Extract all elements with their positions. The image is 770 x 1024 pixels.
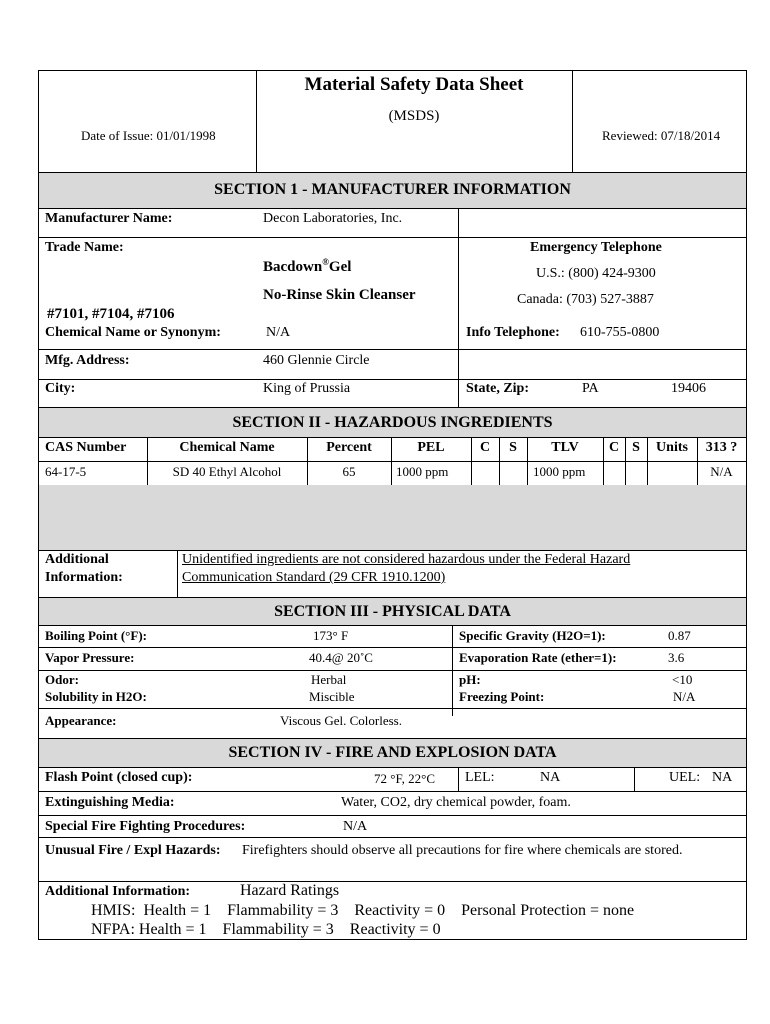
product-numbers: #7101, #7104, #7106 [47, 306, 175, 322]
divider [39, 237, 746, 238]
divider [39, 837, 746, 838]
divider [39, 172, 746, 173]
divider [39, 708, 746, 709]
fire-additional-info-label: Additional Information: [45, 884, 191, 899]
chemical-name-cell: SD 40 Ethyl Alcohol [172, 464, 282, 479]
divider [39, 550, 746, 551]
specific-gravity-label: Specific Gravity (H2O=1): [459, 628, 606, 643]
extinguishing-media-label: Extinguishing Media: [45, 795, 175, 810]
chemical-name-value: N/A [266, 325, 291, 340]
divider [39, 738, 746, 739]
divider [39, 407, 746, 408]
col-header-s1: S [509, 440, 517, 455]
col-header-s2: S [632, 440, 640, 455]
specific-gravity-value: 0.87 [668, 628, 691, 643]
divider [499, 437, 500, 485]
divider [39, 349, 746, 350]
city-label: City: [45, 381, 76, 396]
divider [39, 597, 746, 598]
additional-info-text-line1: Unidentified ingredients are not considered hazardous under the Federal Hazard [182, 552, 631, 567]
col-header-313: 313 ? [705, 440, 738, 455]
divider [458, 237, 459, 379]
state-zip-label: State, Zip: [466, 381, 529, 396]
vapor-pressure-label: Vapor Pressure: [45, 650, 135, 665]
odor-label: Odor: [45, 672, 79, 687]
pel-cell: 1000 ppm [396, 464, 449, 479]
empty-ingredients-area [39, 485, 746, 550]
appearance-label: Appearance: [45, 713, 117, 728]
col-header-chemical: Chemical Name [179, 440, 275, 455]
solubility-label: Solubility in H2O: [45, 689, 147, 704]
extinguishing-media-value: Water, CO2, dry chemical powder, foam. [341, 795, 571, 810]
col-header-percent: Percent [326, 440, 372, 455]
divider [39, 791, 746, 792]
info-telephone-value: 610-755-0800 [580, 325, 660, 340]
product-description: No-Rinse Skin Cleanser [263, 287, 416, 303]
uel-label: UEL: [669, 770, 701, 785]
hmis-ratings: HMIS: Health = 1 Flammability = 3 Reactivity = 0 Personal Protection = none [91, 902, 635, 919]
tlv-cell: 1000 ppm [533, 464, 586, 479]
lel-value: NA [540, 770, 561, 785]
evaporation-rate-value: 3.6 [668, 650, 685, 665]
additional-info-text-line2: Communication Standard (29 CFR 1910.1200) [182, 570, 446, 585]
product-name: Bacdown®Gel [263, 257, 352, 275]
trade-name-label: Trade Name: [45, 240, 124, 255]
col-header-cas: CAS Number [45, 440, 127, 455]
divider [307, 437, 308, 485]
hazard-ratings-heading: Hazard Ratings [240, 882, 340, 899]
city-value: King of Prussia [263, 381, 351, 396]
manufacturer-label: Manufacturer Name: [45, 211, 173, 226]
313-cell: N/A [710, 464, 733, 479]
flash-point-value: 72 °F, 22°C [374, 771, 436, 786]
emergency-telephone-label: Emergency Telephone [530, 240, 662, 255]
divider [625, 437, 626, 485]
manufacturer-value: Decon Laboratories, Inc. [263, 211, 403, 226]
divider [147, 437, 148, 485]
uel-value: NA [712, 770, 733, 785]
divider [39, 815, 746, 816]
section2-title: SECTION II - HAZARDOUS INGREDIENTS [232, 414, 553, 431]
divider [697, 437, 698, 485]
section3-title: SECTION III - PHYSICAL DATA [274, 603, 511, 620]
divider [603, 437, 604, 485]
col-header-c2: C [608, 440, 620, 455]
mfg-address-label: Mfg. Address: [45, 353, 130, 368]
solubility-value: Miscible [309, 689, 355, 704]
divider [39, 379, 746, 380]
divider [527, 437, 528, 485]
odor-value: Herbal [311, 672, 347, 687]
divider [39, 461, 746, 462]
divider [39, 670, 746, 671]
freezing-point-value: N/A [673, 689, 696, 704]
info-telephone-label: Info Telephone: [466, 325, 560, 340]
msds-sheet [38, 70, 747, 940]
ph-label: pH: [459, 672, 481, 687]
divider [39, 767, 746, 768]
unusual-hazards-value: Firefighters should observe all precautions for fire where chemicals are stored. [242, 843, 683, 858]
col-header-pel: PEL [417, 440, 445, 455]
document-title: Material Safety Data Sheet [304, 74, 524, 95]
special-procedures-label: Special Fire Fighting Procedures: [45, 819, 246, 834]
freezing-point-label: Freezing Point: [459, 689, 545, 704]
lel-label: LEL: [465, 770, 495, 785]
divider [39, 625, 746, 626]
col-header-tlv: TLV [551, 440, 579, 455]
divider [39, 881, 746, 882]
state-value: PA [582, 381, 599, 396]
chemical-name-label: Chemical Name or Synonym: [45, 325, 221, 340]
divider [458, 379, 459, 407]
divider [458, 767, 459, 791]
evaporation-rate-label: Evaporation Rate (ether=1): [459, 650, 617, 665]
divider [634, 767, 635, 791]
divider [39, 647, 746, 648]
col-header-units: Units [656, 440, 688, 455]
divider [647, 437, 648, 485]
unusual-hazards-label: Unusual Fire / Expl Hazards: [45, 843, 221, 858]
boiling-point-value: 173° F [313, 628, 349, 643]
document-subtitle: (MSDS) [388, 108, 440, 124]
nfpa-ratings: NFPA: Health = 1 Flammability = 3 Reactivity = 0 [91, 921, 441, 938]
percent-cell: 65 [342, 464, 356, 479]
zip-value: 19406 [671, 381, 706, 396]
additional-info-label-line1: Additional [45, 552, 109, 567]
reviewed-date: Reviewed: 07/18/2014 [602, 128, 721, 143]
divider [39, 437, 746, 438]
cas-number-cell: 64-17-5 [45, 464, 87, 479]
section1-title: SECTION 1 - MANUFACTURER INFORMATION [214, 181, 571, 198]
divider [458, 208, 459, 237]
boiling-point-label: Boiling Point (°F): [45, 628, 147, 643]
vapor-pressure-value: 40.4@ 20˚C [309, 650, 373, 665]
appearance-value: Viscous Gel. Colorless. [280, 713, 402, 728]
emergency-us-phone: U.S.: (800) 424-9300 [536, 266, 656, 281]
col-header-c1: C [479, 440, 491, 455]
special-procedures-value: N/A [343, 819, 368, 834]
divider [572, 71, 573, 172]
divider [39, 208, 746, 209]
section4-title: SECTION IV - FIRE AND EXPLOSION DATA [228, 744, 557, 761]
flash-point-label: Flash Point (closed cup): [45, 770, 193, 785]
additional-info-label-line2: Information: [45, 570, 123, 585]
date-of-issue: Date of Issue: 01/01/1998 [81, 128, 216, 143]
ph-value: <10 [672, 672, 693, 687]
divider [471, 437, 472, 485]
divider [177, 550, 178, 597]
divider [391, 437, 392, 485]
emergency-canada-phone: Canada: (703) 527-3887 [517, 292, 654, 307]
mfg-address-value: 460 Glennie Circle [263, 353, 370, 368]
